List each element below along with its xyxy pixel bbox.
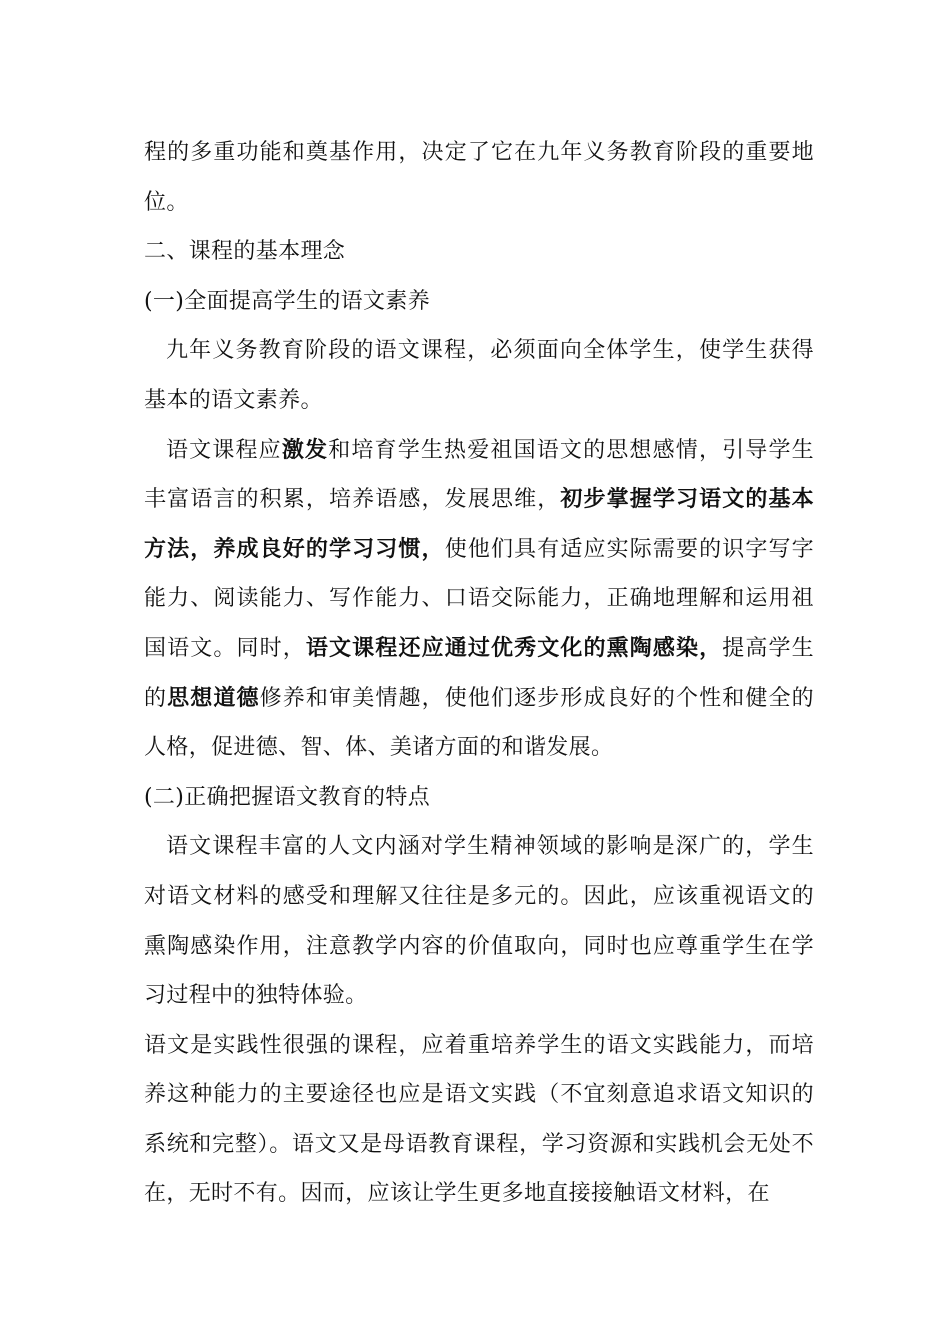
body-text: 语文课程应 xyxy=(166,437,282,463)
body-text: 二、课程的基本理念 xyxy=(144,239,346,265)
body-text: 修养和审美情趣，使他们逐步形成良好的个性和健全的人格，促进德、智、体、美诸方面的和谐发展。 xyxy=(144,685,815,761)
bold-text: 初步掌握学习语文的基本方法，养成良好的学习习惯， xyxy=(144,487,814,562)
body-text: 语文是实践性很强的课程，应着重培养学生的语文实践能力，而培养这种能力的主要途径也应是语文实践（不宜刻意追求语文知识的系统和完整）。语文又是母语教育课程，学习资源和实践机会无处不在，无时不有。因而，应该让学生更多地直接接触语文材料，在 xyxy=(144,1032,814,1207)
bold-text: 思想道德 xyxy=(167,685,260,711)
subheading-2 xyxy=(144,773,814,823)
body-text: 语文课程丰富的人文内涵对学生精神领域的影响是深广的，学生对语文材料的感受和理解又往往是多元的。因此，应该重视语文的熏陶感染作用，注意教学内容的价值取向，同时也应尊重学生在学习过程中的独特体验。 xyxy=(144,834,814,1009)
body-text: 使他们具有适应实际需要的识字写字能力、阅读能力、写作能力、口语交际能力，正确地理解和运用祖国语文。同时， xyxy=(144,536,814,661)
body-text: (二)正确把握语文教育的特点 xyxy=(144,784,431,810)
p-2a xyxy=(144,822,814,1020)
body-text: 九年义务教育阶段的语文课程，必须面向全体学生，使学生获得基本的语文素养。 xyxy=(144,338,814,413)
subheading-1 xyxy=(144,277,814,327)
p-1b xyxy=(144,426,814,773)
body-text: (一)全面提高学生的语文素养 xyxy=(144,288,431,314)
heading-basic-concepts xyxy=(144,227,814,277)
body-text: 和培育学生热爱祖国语文的思想感情，引导学生丰富语言的积累，培养语感，发展思维， xyxy=(144,437,814,513)
p-2b xyxy=(144,1021,814,1219)
p-intro-continued xyxy=(144,128,814,227)
body-text: 程的多重功能和奠基作用，决定了它在九年义务教育阶段的重要地位。 xyxy=(144,140,814,215)
bold-text: 激发 xyxy=(281,437,329,463)
document-body xyxy=(144,128,814,1219)
body-text: 提高学生的 xyxy=(144,635,815,711)
p-1a xyxy=(144,326,814,425)
bold-text: 语文课程还应通过优秀文化的熏陶感染， xyxy=(305,635,723,661)
